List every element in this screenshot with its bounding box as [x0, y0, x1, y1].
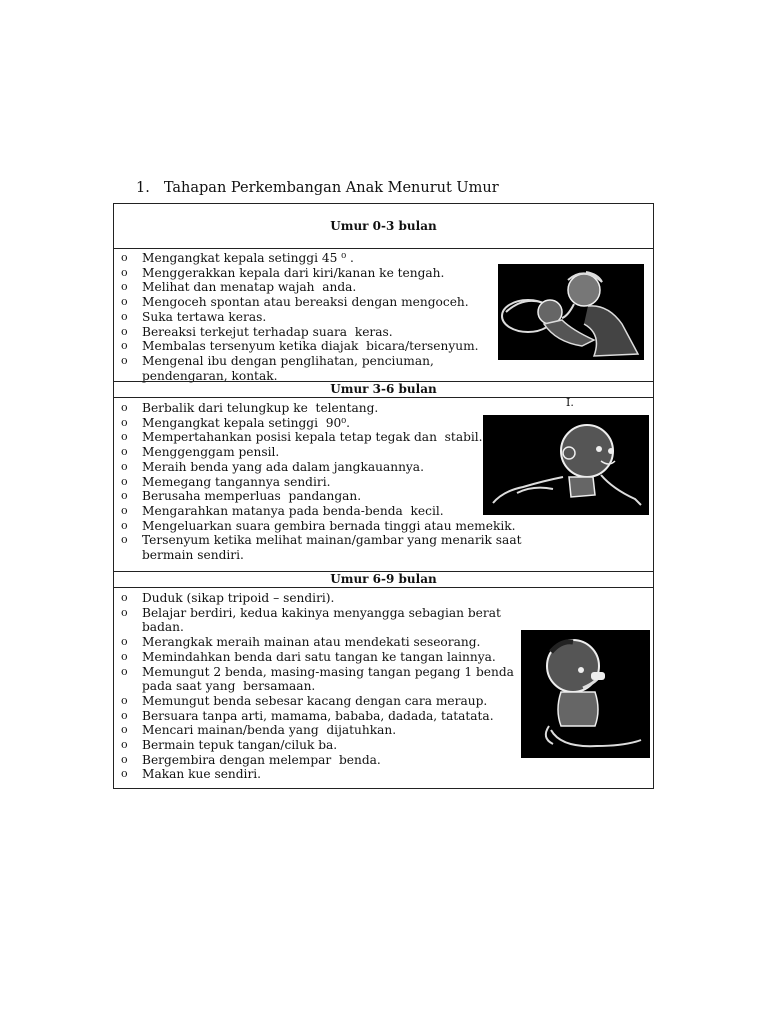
baby-sitting-illustration	[521, 630, 650, 758]
list-item: o Bereaksi terkejut terhadap suara keras.	[121, 324, 393, 339]
list-item: o Meraih benda yang ada dalam jangkauannya.	[121, 459, 424, 474]
list-item: o Mengangkat kepala setinggi 45 ⁰ .	[121, 251, 354, 265]
baby-crawling-illustration	[483, 415, 649, 515]
stray-mark: I.	[566, 396, 574, 409]
list-item: o Menggerakkan kepala dari kiri/kanan ke tengah.	[121, 265, 445, 280]
list-item: o Memegang tangannya sendiri.	[121, 474, 331, 489]
list-item: o Melihat dan menatap wajah anda.	[121, 280, 357, 295]
list-item: o Mengenal ibu dengan penglihatan, penciuman, pendengaran, kontak.	[121, 353, 438, 383]
list-item: o Mencari mainan/benda yang dijatuhkan.	[121, 723, 397, 738]
list-item: o Memungut 2 benda, masing-masing tangan pegang 1 benda pada saat yang bersamaan.	[121, 664, 518, 694]
list-item: o Mengarahkan matanya pada benda-benda kecil.	[121, 503, 444, 518]
heading-number: 1.	[136, 180, 150, 196]
list-item: o Memindahkan benda dari satu tangan ke tangan lainnya.	[121, 649, 496, 664]
list-item: o Bergembira dengan melempar benda.	[121, 752, 381, 767]
baby-crawling-icon	[483, 415, 649, 515]
list-item: o Bersuara tanpa arti, mamama, bababa, dadada, tatatata.	[121, 708, 494, 723]
mother-and-baby-illustration	[498, 264, 644, 360]
list-item: o Mengangkat kepala setinggi 90⁰.	[121, 415, 351, 430]
list-item: o Belajar berdiri, kedua kakinya menyangga sebagian berat badan.	[121, 605, 505, 635]
list-item: o Tersenyum ketika melihat mainan/gambar yang menarik saat bermain sendiri.	[121, 533, 526, 563]
section-header-6-9	[114, 572, 653, 586]
list-item: o Mengoceh spontan atau bereaksi dengan mengoceh.	[121, 295, 469, 310]
list-item: o Mengeluarkan suara gembira bernada tinggi atau memekik.	[121, 518, 516, 533]
page-heading	[136, 180, 499, 196]
list-item: o Berbalik dari telungkup ke telentang.	[121, 401, 379, 415]
section-header-0-3	[114, 204, 653, 248]
list-item: o Suka tertawa keras.	[121, 309, 267, 324]
section-header-3-6	[114, 382, 653, 396]
list-item: o Berusaha memperluas pandangan.	[121, 489, 362, 504]
section-title: Umur 0-3 bulan	[330, 219, 437, 233]
section-title: Umur 6-9 bulan	[330, 572, 437, 586]
list-item: o Duduk (sikap tripoid – sendiri).	[121, 591, 335, 605]
list-item: o Merangkak meraih mainan atau mendekati seseorang.	[121, 635, 481, 650]
heading-title: Tahapan Perkembangan Anak Menurut Umur	[163, 180, 499, 196]
list-item: o Membalas tersenyum ketika diajak bicara/tersenyum.	[121, 339, 479, 354]
list-item: o Bermain tepuk tangan/ciluk ba.	[121, 738, 338, 753]
mother-and-baby-icon	[498, 264, 644, 360]
list-item: o Makan kue sendiri.	[121, 767, 262, 782]
baby-sitting-icon	[521, 630, 650, 758]
list-item: o Mempertahankan posisi kepala tetap tegak dan stabil.	[121, 430, 483, 445]
list-item: o Menggenggam pensil.	[121, 445, 280, 460]
section-title: Umur 3-6 bulan	[330, 382, 437, 396]
list-item: o Memungut benda sebesar kacang dengan cara meraup.	[121, 693, 488, 708]
